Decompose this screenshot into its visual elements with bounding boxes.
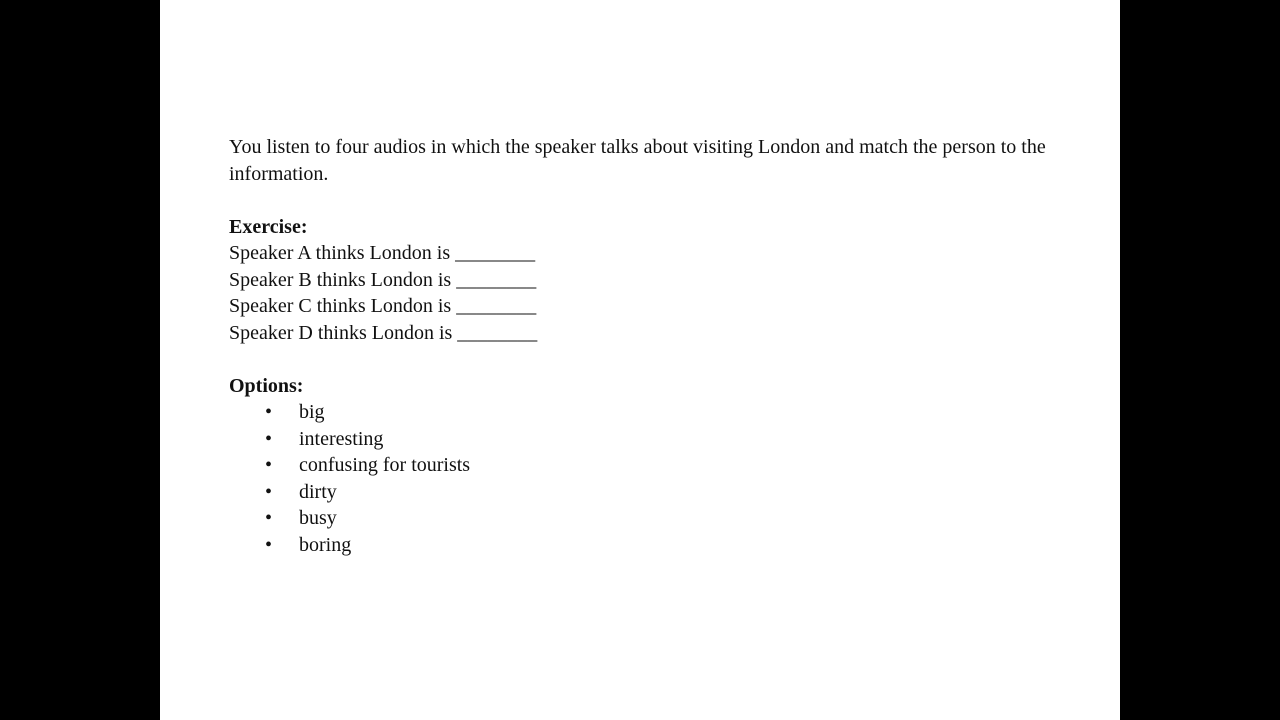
option-item: • big (229, 399, 1069, 426)
option-item: • busy (229, 505, 1069, 532)
bullet-icon: • (265, 454, 273, 476)
options-list (229, 399, 1069, 558)
bullet-icon: • (265, 507, 273, 529)
option-item: • confusing for tourists (229, 452, 1069, 479)
exercise-item: Speaker D thinks London is ________ (229, 321, 538, 344)
bullet-icon: • (265, 480, 273, 503)
option-item: • dirty (229, 479, 1069, 506)
exercise-item: Speaker A thinks London is ________ (229, 242, 536, 264)
document-page (160, 0, 1120, 720)
exercise-item: Speaker B thinks London is ________ (229, 268, 537, 291)
bullet-icon: • (265, 533, 273, 556)
bullet-icon: • (265, 401, 273, 423)
document-body (229, 134, 1069, 558)
bullet-icon: • (265, 427, 273, 450)
option-item: • boring (229, 532, 1069, 559)
instructions: You listen to four audios in which the speaker talks about visiting London and match the person to the information. (229, 136, 1046, 185)
option-item: • interesting (229, 426, 1069, 453)
exercise-item: Speaker C thinks London is ________ (229, 295, 537, 317)
exercise-heading: Exercise: (229, 215, 308, 238)
options-heading: Options: (229, 374, 304, 397)
